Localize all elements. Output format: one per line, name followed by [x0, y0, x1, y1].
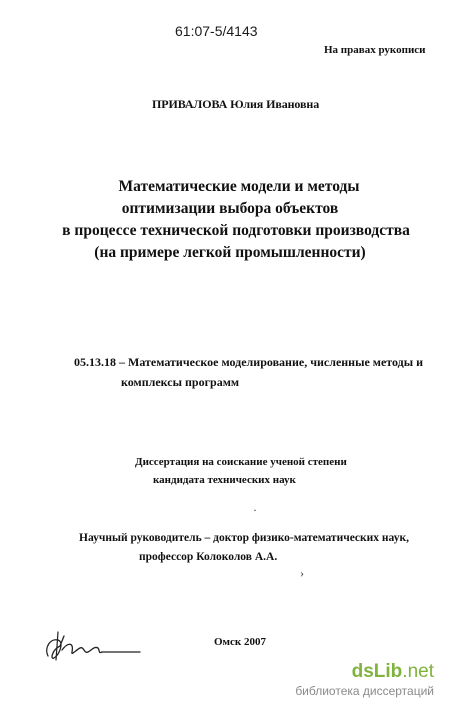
degree-line-1: Диссертация на соискание ученой степени: [135, 456, 347, 468]
author-given-names: Юлия Ивановна: [230, 97, 320, 111]
author-surname: ПРИВАЛОВА: [152, 97, 228, 111]
author-name: [152, 97, 319, 112]
degree-line-2: кандидата технических наук: [153, 474, 296, 486]
logo-tld: .net: [402, 661, 434, 682]
supervisor-line-1: Научный руководитель – доктор физико-математических наук,: [79, 532, 409, 544]
title-line-1: Математические модели и методы: [118, 178, 360, 195]
city-year: Омск 2007: [214, 636, 267, 648]
catalog-code: 61:07-5/4143: [175, 23, 258, 39]
scan-speck: ·: [253, 503, 257, 517]
rights-notice: На правах рукописи: [324, 44, 426, 56]
title-line-3: в процессе технической подготовки производства: [62, 222, 410, 239]
supervisor-line-2: профессор Колоколов А.А.: [139, 551, 278, 563]
title-line-4: (на примере легкой промышленности): [94, 244, 366, 261]
logo-main: dsLib: [351, 661, 403, 682]
title-line-2: оптимизации выбора объектов: [121, 200, 339, 217]
dissertation-title: [0, 176, 450, 264]
scan-speck: ›: [300, 566, 304, 580]
handwritten-signature: [40, 620, 150, 670]
dslib-watermark-subtitle: библиотека диссертаций: [295, 684, 434, 698]
specialty-line-1: 05.13.18 – Математическое моделирование, численные методы и: [74, 355, 424, 369]
dslib-watermark-logo: [352, 661, 434, 683]
specialty-line-2: комплексы программ: [121, 375, 240, 389]
